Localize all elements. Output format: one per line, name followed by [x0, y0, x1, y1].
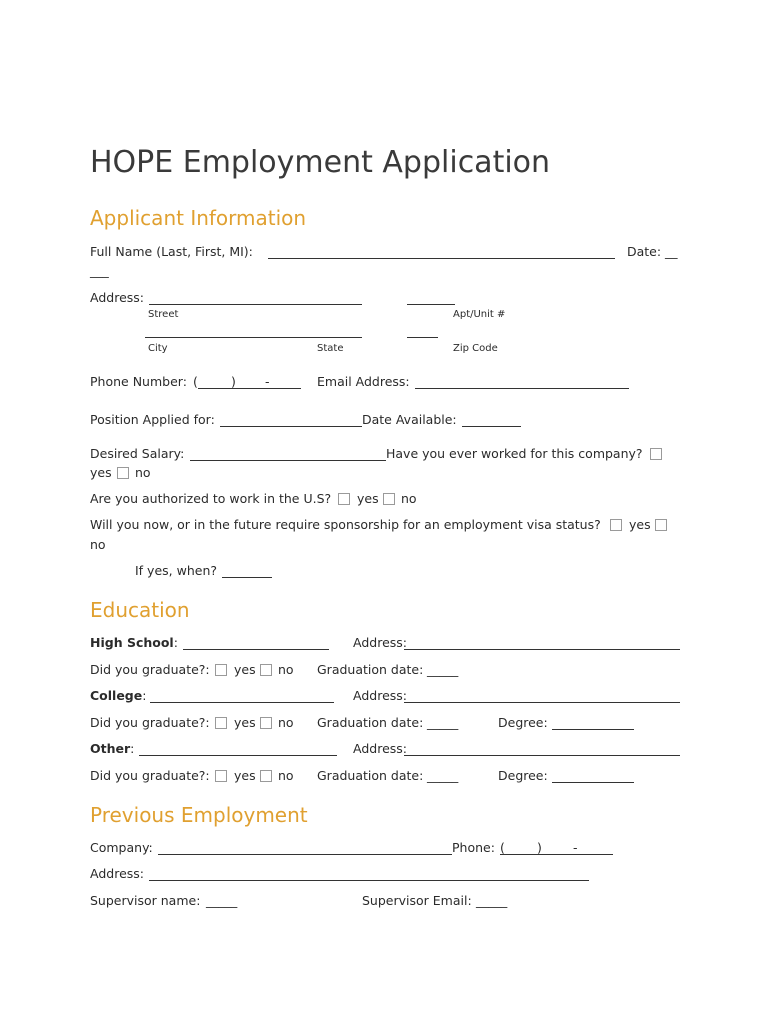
- prev-address-field[interactable]: [149, 880, 589, 881]
- high-school-field[interactable]: [183, 649, 329, 650]
- zip-caption: Zip Code: [453, 343, 498, 354]
- other-degree-field[interactable]: [552, 782, 634, 783]
- hs-graduate-yes-checkbox[interactable]: [215, 664, 227, 676]
- prev-phone-dash: -: [573, 840, 578, 855]
- other-label-text: Other: [90, 741, 131, 756]
- worked-question: Have you ever worked for this company?: [386, 446, 643, 461]
- college-graduate-yes-checkbox[interactable]: [215, 717, 227, 729]
- other-graduate-yes-label: yes: [234, 768, 256, 783]
- authorized-question: Are you authorized to work in the U.S?: [90, 491, 332, 506]
- college-grad-date-field[interactable]: _____: [427, 715, 459, 730]
- phone-paren-right: ): [231, 374, 236, 389]
- hs-grad-date-label: Graduation date:: [317, 662, 424, 677]
- date-available-label: Date Available:: [362, 412, 457, 427]
- section-previous-heading: Previous Employment: [90, 803, 308, 827]
- other-colon: :: [130, 741, 135, 756]
- email-label: Email Address:: [317, 374, 410, 389]
- worked-yes-checkbox[interactable]: [650, 448, 662, 460]
- apt-caption: Apt/Unit #: [453, 309, 506, 320]
- full-name-label: Full Name (Last, First, MI):: [90, 244, 253, 259]
- prev-phone-paren-left: (: [500, 840, 505, 855]
- high-school-address-field[interactable]: [404, 649, 680, 650]
- college-address-label: Address:: [353, 688, 407, 703]
- street-caption: Street: [148, 309, 179, 320]
- hs-grad-date-field[interactable]: _____: [427, 662, 459, 677]
- position-label: Position Applied for:: [90, 412, 215, 427]
- college-degree-field[interactable]: [552, 729, 634, 730]
- authorized-yes-checkbox[interactable]: [338, 493, 350, 505]
- high-school-label: [90, 637, 178, 650]
- authorized-no-label: no: [401, 491, 417, 506]
- address-label: Address:: [90, 290, 144, 305]
- worked-no-checkbox[interactable]: [117, 467, 129, 479]
- hs-graduate-no-label: no: [278, 662, 294, 677]
- section-applicant-heading: Applicant Information: [90, 206, 307, 230]
- phone-label: Phone Number:: [90, 374, 187, 389]
- college-grad-date-label: Graduation date:: [317, 715, 424, 730]
- high-school-address-label: Address:: [353, 635, 407, 650]
- company-field[interactable]: [158, 854, 452, 855]
- other-graduate-yes-checkbox[interactable]: [215, 770, 227, 782]
- sponsorship-no-checkbox[interactable]: [655, 519, 667, 531]
- section-education-heading: Education: [90, 598, 190, 622]
- position-field[interactable]: [220, 426, 362, 427]
- prev-phone-paren-right: ): [537, 840, 542, 855]
- page-title: HOPE Employment Application: [90, 145, 551, 180]
- hs-graduate-yes-label: yes: [234, 662, 256, 677]
- other-grad-date-label: Graduation date:: [317, 768, 424, 783]
- other-graduate-no-label: no: [278, 768, 294, 783]
- sponsorship-question: Will you now, or in the future require sponsorship for an employment visa status?: [90, 517, 601, 532]
- other-address-field[interactable]: [404, 755, 680, 756]
- college-graduate-no-checkbox[interactable]: [260, 717, 272, 729]
- high-school-label-text: High School: [90, 635, 174, 650]
- if-yes-field[interactable]: [222, 577, 272, 578]
- other-label: [90, 743, 134, 756]
- sponsorship-yes-checkbox[interactable]: [610, 519, 622, 531]
- phone-paren-left: (: [193, 374, 198, 389]
- other-address-label: Address:: [353, 741, 407, 756]
- city-state-field[interactable]: [145, 337, 362, 338]
- college-degree-label: Degree:: [498, 715, 548, 730]
- if-yes-label: If yes, when?: [135, 563, 218, 578]
- other-grad-date-field[interactable]: _____: [427, 768, 459, 783]
- sponsorship-yes-label: yes: [629, 517, 651, 532]
- salary-label: Desired Salary:: [90, 446, 185, 461]
- salary-field[interactable]: [190, 460, 386, 461]
- other-graduate-label: Did you graduate?:: [90, 768, 210, 783]
- worked-yes-label: yes: [90, 465, 112, 480]
- other-field[interactable]: [139, 755, 337, 756]
- authorized-no-checkbox[interactable]: [383, 493, 395, 505]
- college-graduate-no-label: no: [278, 715, 294, 730]
- college-label: [90, 690, 146, 703]
- date-available-field[interactable]: [462, 426, 521, 427]
- prev-phone-field[interactable]: [500, 854, 613, 855]
- supervisor-email-label: Supervisor Email:: [362, 893, 472, 908]
- college-graduate-yes-label: yes: [234, 715, 256, 730]
- date-field[interactable]: ___: [90, 263, 109, 278]
- phone-dash: -: [265, 374, 270, 389]
- state-caption: State: [317, 343, 344, 354]
- city-caption: City: [148, 343, 168, 354]
- college-label-text: College: [90, 688, 143, 703]
- phone-field[interactable]: [198, 388, 301, 389]
- full-name-field[interactable]: [268, 258, 615, 259]
- zip-field[interactable]: [407, 337, 438, 338]
- supervisor-email-field[interactable]: _____: [476, 893, 508, 908]
- other-graduate-no-checkbox[interactable]: [260, 770, 272, 782]
- prev-phone-label: Phone:: [452, 840, 495, 855]
- hs-graduate-no-checkbox[interactable]: [260, 664, 272, 676]
- company-label: Company:: [90, 840, 153, 855]
- college-graduate-label: Did you graduate?:: [90, 715, 210, 730]
- college-field[interactable]: [150, 702, 334, 703]
- apt-field[interactable]: [407, 304, 455, 305]
- date-label: Date: __: [627, 244, 678, 259]
- worked-no-label: no: [135, 465, 151, 480]
- high-school-colon: :: [173, 635, 178, 650]
- authorized-yes-label: yes: [357, 491, 379, 506]
- supervisor-name-label: Supervisor name:: [90, 893, 201, 908]
- email-field[interactable]: [415, 388, 629, 389]
- college-address-field[interactable]: [404, 702, 680, 703]
- supervisor-name-field[interactable]: _____: [206, 893, 238, 908]
- prev-address-label: Address:: [90, 866, 144, 881]
- sponsorship-no-label: no: [90, 537, 106, 552]
- hs-graduate-label: Did you graduate?:: [90, 662, 210, 677]
- street-field[interactable]: [149, 304, 362, 305]
- college-colon: :: [142, 688, 147, 703]
- other-degree-label: Degree:: [498, 768, 548, 783]
